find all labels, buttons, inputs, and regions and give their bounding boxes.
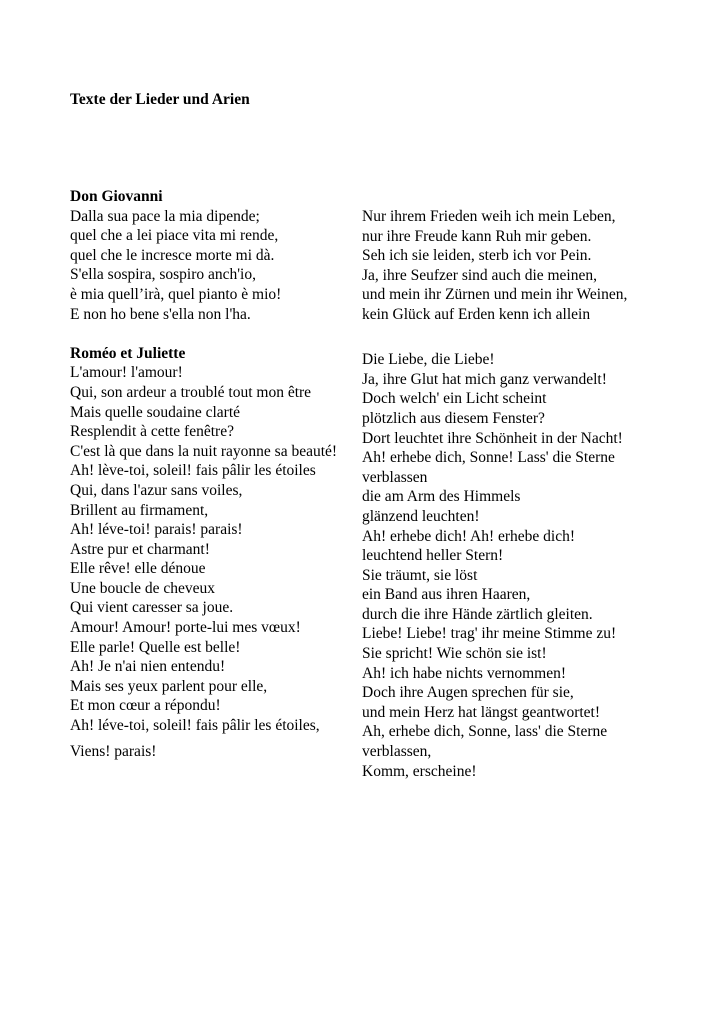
verse-line: è mia quell’irà, quel pianto è mio! xyxy=(70,285,282,303)
translation-column xyxy=(362,207,662,781)
translation-line: nur ihre Freude kann Ruh mir geben. xyxy=(362,227,592,245)
verse-line: Qui, son ardeur a troublé tout mon être xyxy=(70,383,312,401)
translation-line: Sie träumt, sie löst xyxy=(362,566,478,584)
verse-line: Elle parle! Quelle est belle! xyxy=(70,638,241,656)
verse-line: Qui, dans l'azur sans voiles, xyxy=(70,481,243,499)
verse-line: L'amour! l'amour! xyxy=(70,364,183,382)
translation-line: Doch welch' ein Licht scheint xyxy=(362,390,547,408)
original-text-column xyxy=(70,187,355,761)
translation-line: Ah! erhebe dich! Ah! erhebe dich! xyxy=(362,527,576,545)
translation-line: und mein Herz hat längst geantwortet! xyxy=(362,703,601,721)
page-title: Texte der Lieder und Arien xyxy=(70,91,250,108)
translation-line: Liebe! Liebe! trag' ihr meine Stimme zu! xyxy=(362,625,617,643)
section-title-don-giovanni: Don Giovanni xyxy=(70,188,163,205)
translation-line: Ah! erhebe dich, Sonne! Lass' die Sterne verblassen xyxy=(362,449,615,486)
translation-line: glänzend leuchten! xyxy=(362,507,480,525)
translation-line: leuchtend heller Stern! xyxy=(362,547,504,565)
verse-line: S'ella sospira, sospiro anch'io, xyxy=(70,266,256,284)
translation-line: Sie spricht! Wie schön sie ist! xyxy=(362,645,547,663)
translation-line: Ah! ich habe nichts vernommen! xyxy=(362,664,567,682)
verse-line: quel che le incresce morte mi dà. xyxy=(70,246,275,264)
translation-line: Komm, erscheine! xyxy=(362,762,477,780)
verse-line: Amour! Amour! porte-lui mes vœux! xyxy=(70,619,301,637)
verse-line: Ah! léve-toi! parais! parais! xyxy=(70,521,243,539)
verse-line: C'est là que dans la nuit rayonne sa beauté! xyxy=(70,442,338,460)
verse-line: E non ho bene s'ella non l'ha. xyxy=(70,305,251,323)
section-spacer xyxy=(362,325,662,345)
verse-line: Brillent au firmament, xyxy=(70,501,209,519)
verse-line: Qui vient caresser sa joue. xyxy=(70,599,234,617)
verse-line: Et mon cœur a répondu! xyxy=(70,697,221,715)
verse-line: Viens! parais! xyxy=(70,742,157,760)
translation-line: und mein ihr Zürnen und mein ihr Weinen, xyxy=(362,286,628,304)
verse-line: Une boucle de cheveux xyxy=(70,579,216,597)
verse-line: Resplendit à cette fenêtre? xyxy=(70,423,234,441)
section-title-romeo-et-juliette: Roméo et Juliette xyxy=(70,344,186,362)
translation-line: Doch ihre Augen sprechen für sie, xyxy=(362,684,574,702)
verse-line: Mais ses yeux parlent pour elle, xyxy=(70,677,268,695)
section-spacer xyxy=(70,324,355,344)
translation-line: Nur ihrem Frieden weih ich mein Leben, xyxy=(362,208,616,225)
verse-line: Elle rêve! elle dénoue xyxy=(70,560,206,578)
verse-line: Dalla sua pace la mia dipende; xyxy=(70,207,260,225)
translation-line: kein Glück auf Erden kenn ich allein xyxy=(362,305,591,323)
translation-line: Ja, ihre Seufzer sind auch die meinen, xyxy=(362,266,597,284)
translation-line: ein Band aus ihren Haaren, xyxy=(362,586,531,604)
verse-line: Ah! Je n'ai nien entendu! xyxy=(70,658,226,676)
verse-line: quel che a lei piace vita mi rende, xyxy=(70,227,279,245)
translation-line: Ah, erhebe dich, Sonne, lass' die Sterne verblassen, xyxy=(362,723,608,761)
translation-line: Seh ich sie leiden, sterb ich vor Pein. xyxy=(362,247,592,265)
verse-line: Ah! lève-toi, soleil! fais pâlir les étoiles xyxy=(70,462,316,480)
verse-line: Mais quelle soudaine clarté xyxy=(70,403,241,421)
translation-line: plötzlich aus diesem Fenster? xyxy=(362,409,545,427)
translation-line: Dort leuchtet ihre Schönheit in der Nacht! xyxy=(362,429,623,447)
translation-line: Ja, ihre Glut hat mich ganz verwandelt! xyxy=(362,370,607,388)
verse-line: Astre pur et charmant! xyxy=(70,540,210,558)
translation-line: die am Arm des Himmels xyxy=(362,488,521,506)
translation-line: Die Liebe, die Liebe! xyxy=(362,351,495,369)
translation-line: durch die ihre Hände zärtlich gleiten. xyxy=(362,605,593,623)
verse-line: Ah! léve-toi, soleil! fais pâlir les étoiles, xyxy=(70,717,320,735)
